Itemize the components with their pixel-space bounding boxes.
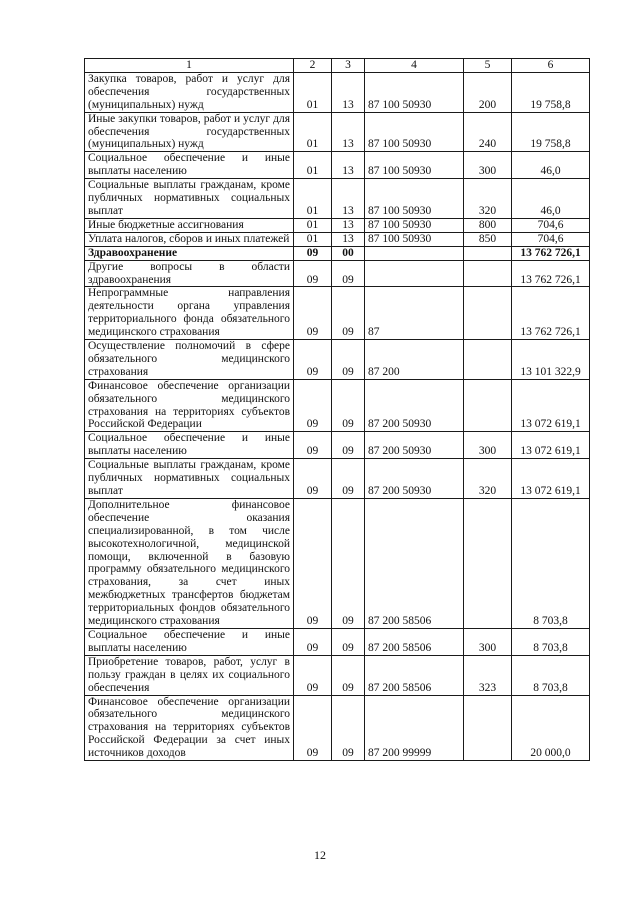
row-name-cell: Приобретение товаров, работ, услуг в пользу граждан в целях их социального обеспечения [85, 655, 294, 695]
row-expense-type-cell [464, 340, 512, 380]
row-amount-cell: 19 758,8 [512, 72, 590, 112]
row-section-cell: 09 [294, 628, 332, 655]
row-amount-cell: 8 703,8 [512, 655, 590, 695]
table-row [85, 287, 590, 340]
table-row [85, 232, 590, 246]
row-amount-cell: 13 762 726,1 [512, 260, 590, 287]
row-target-code-cell [365, 260, 464, 287]
row-amount-cell: 13 762 726,1 [512, 246, 590, 260]
row-name-cell: Иные бюджетные ассигнования [85, 218, 294, 232]
row-name-cell: Дополнительное финансовое обеспечение оказания специализированной, в том числе высокотехнологичной, медицинской помощи, включенной в базовую программу обязательного медицинского страхования, за счет иных межбюджетных трансфертов бюджетам территориальных фондов обязательного медицинского страхования [85, 498, 294, 628]
row-amount-cell: 13 072 619,1 [512, 459, 590, 499]
row-amount-cell: 46,0 [512, 179, 590, 219]
row-target-code-cell: 87 100 50930 [365, 232, 464, 246]
row-expense-type-cell: 323 [464, 655, 512, 695]
row-expense-type-cell [464, 246, 512, 260]
row-amount-cell: 704,6 [512, 218, 590, 232]
row-subsection-cell: 09 [332, 459, 365, 499]
row-subsection-cell: 09 [332, 287, 365, 340]
row-subsection-cell: 09 [332, 260, 365, 287]
row-section-cell: 09 [294, 287, 332, 340]
row-name-cell: Социальные выплаты гражданам, кроме публичных нормативных социальных выплат [85, 459, 294, 499]
row-target-code-cell: 87 200 [365, 340, 464, 380]
row-section-cell: 09 [294, 498, 332, 628]
header-cell-3: 3 [332, 59, 365, 73]
row-section-cell: 01 [294, 232, 332, 246]
row-expense-type-cell [464, 498, 512, 628]
row-section-cell: 01 [294, 152, 332, 179]
header-cell-1: 1 [85, 59, 294, 73]
header-cell-5: 5 [464, 59, 512, 73]
row-amount-cell: 13 072 619,1 [512, 379, 590, 432]
row-amount-cell: 19 758,8 [512, 112, 590, 152]
row-expense-type-cell: 240 [464, 112, 512, 152]
header-cell-2: 2 [294, 59, 332, 73]
row-name-cell: Другие вопросы в области здравоохранения [85, 260, 294, 287]
row-target-code-cell: 87 [365, 287, 464, 340]
table-body [85, 59, 590, 761]
row-name-cell: Финансовое обеспечение организации обязательного медицинского страхования на территориях субъектов Российской Федерации [85, 379, 294, 432]
table-row [85, 432, 590, 459]
row-section-cell: 09 [294, 340, 332, 380]
row-name-cell: Осуществление полномочий в сфере обязательного медицинского страхования [85, 340, 294, 380]
row-target-code-cell: 87 200 58506 [365, 498, 464, 628]
row-name-cell: Финансовое обеспечение организации обязательного медицинского страхования на территориях субъектов Российской Федерации за счет иных источников доходов [85, 695, 294, 761]
row-section-cell: 01 [294, 112, 332, 152]
row-target-code-cell: 87 100 50930 [365, 72, 464, 112]
budget-table [84, 58, 590, 761]
row-subsection-cell: 09 [332, 379, 365, 432]
row-section-cell: 09 [294, 432, 332, 459]
row-target-code-cell: 87 200 58506 [365, 655, 464, 695]
row-name-cell: Уплата налогов, сборов и иных платежей [85, 232, 294, 246]
row-target-code-cell: 87 100 50930 [365, 112, 464, 152]
row-expense-type-cell: 850 [464, 232, 512, 246]
row-subsection-cell: 09 [332, 432, 365, 459]
table-row [85, 179, 590, 219]
row-name-cell: Социальное обеспечение и иные выплаты населению [85, 628, 294, 655]
row-expense-type-cell: 320 [464, 459, 512, 499]
table-row [85, 152, 590, 179]
row-name-cell: Закупка товаров, работ и услуг для обеспечения государственных (муниципальных) нужд [85, 72, 294, 112]
row-amount-cell: 46,0 [512, 152, 590, 179]
header-cell-6: 6 [512, 59, 590, 73]
table-row [85, 498, 590, 628]
row-expense-type-cell [464, 695, 512, 761]
row-target-code-cell: 87 200 58506 [365, 628, 464, 655]
row-section-cell: 09 [294, 260, 332, 287]
table-row [85, 260, 590, 287]
table-row [85, 628, 590, 655]
row-target-code-cell: 87 200 50930 [365, 379, 464, 432]
row-section-cell: 01 [294, 218, 332, 232]
row-subsection-cell: 13 [332, 72, 365, 112]
row-name-cell: Социальные выплаты гражданам, кроме публичных нормативных социальных выплат [85, 179, 294, 219]
row-amount-cell: 13 101 322,9 [512, 340, 590, 380]
row-subsection-cell: 09 [332, 628, 365, 655]
row-subsection-cell: 13 [332, 218, 365, 232]
row-amount-cell: 13 072 619,1 [512, 432, 590, 459]
table-header-row [85, 59, 590, 73]
row-section-cell: 01 [294, 179, 332, 219]
row-name-cell: Здравоохранение [85, 246, 294, 260]
row-subsection-cell: 09 [332, 655, 365, 695]
row-section-cell: 01 [294, 72, 332, 112]
row-subsection-cell: 13 [332, 179, 365, 219]
row-expense-type-cell: 320 [464, 179, 512, 219]
row-section-cell: 09 [294, 655, 332, 695]
row-expense-type-cell: 800 [464, 218, 512, 232]
row-target-code-cell: 87 200 50930 [365, 432, 464, 459]
table-row [85, 379, 590, 432]
row-section-cell: 09 [294, 379, 332, 432]
row-expense-type-cell: 200 [464, 72, 512, 112]
row-subsection-cell: 13 [332, 112, 365, 152]
table-row [85, 695, 590, 761]
row-expense-type-cell [464, 287, 512, 340]
row-expense-type-cell [464, 379, 512, 432]
page-number: 12 [314, 848, 326, 862]
row-target-code-cell: 87 200 99999 [365, 695, 464, 761]
row-amount-cell: 20 000,0 [512, 695, 590, 761]
table-row [85, 112, 590, 152]
row-target-code-cell: 87 200 50930 [365, 459, 464, 499]
table-row [85, 218, 590, 232]
row-amount-cell: 704,6 [512, 232, 590, 246]
row-target-code-cell: 87 100 50930 [365, 218, 464, 232]
row-section-cell: 09 [294, 459, 332, 499]
row-amount-cell: 13 762 726,1 [512, 287, 590, 340]
row-name-cell: Иные закупки товаров, работ и услуг для обеспечения государственных (муниципальных) нужд [85, 112, 294, 152]
row-subsection-cell: 09 [332, 340, 365, 380]
row-expense-type-cell: 300 [464, 152, 512, 179]
row-name-cell: Социальное обеспечение и иные выплаты населению [85, 432, 294, 459]
row-subsection-cell: 00 [332, 246, 365, 260]
row-expense-type-cell: 300 [464, 628, 512, 655]
row-subsection-cell: 09 [332, 498, 365, 628]
row-subsection-cell: 13 [332, 232, 365, 246]
row-section-cell: 09 [294, 246, 332, 260]
row-target-code-cell [365, 246, 464, 260]
table-row [85, 459, 590, 499]
row-section-cell: 09 [294, 695, 332, 761]
table-row [85, 340, 590, 380]
row-expense-type-cell: 300 [464, 432, 512, 459]
header-cell-4: 4 [365, 59, 464, 73]
row-subsection-cell: 13 [332, 152, 365, 179]
table-row [85, 72, 590, 112]
table-row [85, 246, 590, 260]
row-target-code-cell: 87 100 50930 [365, 179, 464, 219]
row-name-cell: Социальное обеспечение и иные выплаты населению [85, 152, 294, 179]
row-amount-cell: 8 703,8 [512, 628, 590, 655]
row-amount-cell: 8 703,8 [512, 498, 590, 628]
row-expense-type-cell [464, 260, 512, 287]
row-name-cell: Непрограммные направления деятельности органа управления территориального фонда обязательного медицинского страхования [85, 287, 294, 340]
row-target-code-cell: 87 100 50930 [365, 152, 464, 179]
table-row [85, 655, 590, 695]
row-subsection-cell: 09 [332, 695, 365, 761]
